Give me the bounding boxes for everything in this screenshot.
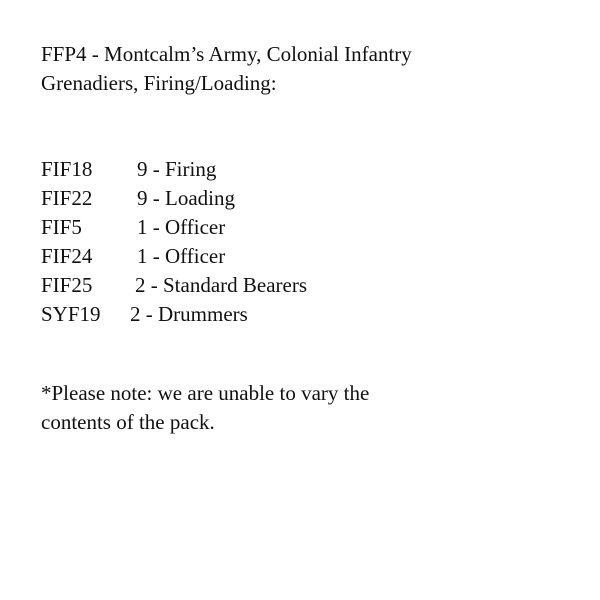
- pack-contents-list: [41, 155, 580, 329]
- contents-row: [41, 184, 580, 213]
- contents-row: [41, 271, 580, 300]
- pack-title-line-1: FFP4 - Montcalm’s Army, Colonial Infantry: [41, 42, 412, 66]
- item-description: 9 - Firing: [137, 157, 217, 181]
- pack-description: [41, 40, 580, 437]
- item-code: FIF22: [41, 186, 93, 210]
- item-code: FIF24: [41, 244, 93, 268]
- item-description: 2 - Standard Bearers: [135, 273, 308, 297]
- pack-title: [41, 40, 580, 98]
- item-code: FIF5: [41, 215, 82, 239]
- item-description: 2 - Drummers: [130, 302, 248, 326]
- contents-row: [41, 300, 580, 329]
- note-line-2: contents of the pack.: [41, 410, 215, 434]
- contents-row: [41, 155, 580, 184]
- pack-note: [41, 379, 580, 437]
- note-line-1: *Please note: we are unable to vary the: [41, 381, 370, 405]
- item-description: 1 - Officer: [137, 215, 226, 239]
- pack-title-line-2: Grenadiers, Firing/Loading:: [41, 71, 277, 95]
- item-description: 9 - Loading: [137, 186, 235, 210]
- contents-row: [41, 242, 580, 271]
- contents-row: [41, 213, 580, 242]
- item-description: 1 - Officer: [137, 244, 226, 268]
- item-code: SYF19: [41, 302, 101, 326]
- item-code: FIF25: [41, 273, 93, 297]
- item-code: FIF18: [41, 157, 93, 181]
